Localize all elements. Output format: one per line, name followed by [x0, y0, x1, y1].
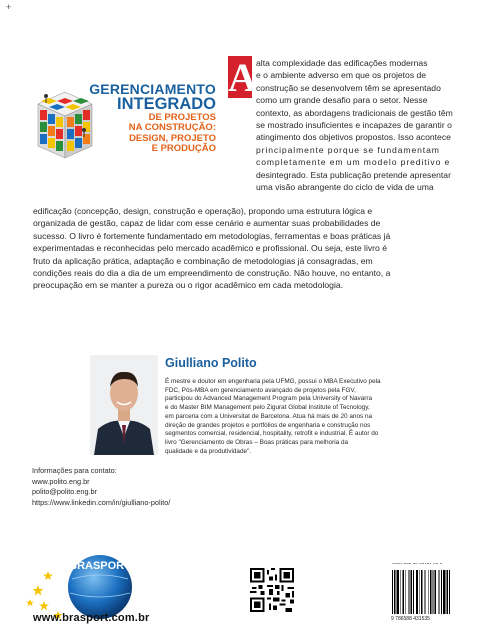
- contact-heading: Informações para contato:: [32, 466, 117, 475]
- synopsis-line: desintegrado. Esta publicação pretende apresentar: [256, 169, 451, 180]
- bio-line: FDC, Pós-MBA em gerenciamento avançado de projetos pela FGV,: [165, 386, 356, 394]
- subtitle-line: DE PROJETOS: [148, 111, 216, 123]
- synopsis-full-width: [33, 205, 461, 292]
- linkedin-link[interactable]: https://www.linkedin.com/in/giulliano-polito/: [32, 497, 171, 507]
- subtitle-line: E PRODUÇÃO: [151, 143, 216, 155]
- synopsis-line: como um grande desafio para o setor. Nesse: [256, 95, 428, 106]
- bio-line: livro "Gerenciamento de Obras – Boas práticas para melhoria da: [165, 438, 349, 446]
- synopsis-line: sucesso. O livro é fortemente fundamentado em metodologias, ferramentas e boas práticas já: [33, 230, 391, 241]
- author-bio: [165, 378, 455, 456]
- subtitle-line: NA CONSTRUÇÃO:: [128, 122, 216, 134]
- isbn-barcode: [388, 564, 460, 622]
- synopsis-line: edificação (concepção, design, construção e operação), propondo uma estrutura lógica e: [33, 206, 373, 216]
- bio-line: direção de grandes projetos e portfólios de engenharia e construção nos: [165, 421, 371, 429]
- author-photo: [90, 355, 158, 455]
- bio-line: segmentos comercial, residencial, hospitality, retrofit e industrial. É autor do: [165, 430, 379, 438]
- synopsis-line: preocupação em se manter a pureza ou o rigor acadêmico em cada metodologia.: [33, 280, 344, 291]
- synopsis-line: alta complexidade das edificações modernas: [256, 58, 428, 68]
- synopsis-line: fruto da aplicação prática, adaptação e combinação de metodologias já consagradas, em: [33, 255, 373, 266]
- title-line: GERENCIAMENTO: [89, 81, 216, 97]
- synopsis-right-column: [256, 57, 461, 193]
- synopsis-line: se mostrado insuficientes e incapazes de garantir o: [256, 120, 452, 131]
- qr-code-icon: [250, 568, 294, 612]
- subtitle-line: DESIGN, PROJETO: [129, 132, 216, 144]
- synopsis-line: experimentadas e reconhecidas pelo mercado acadêmico e profissional. Ou seja, este livro é: [33, 243, 387, 254]
- synopsis-line: contexto, as abordagens tradicionais de gestão têm: [256, 107, 453, 118]
- book-title: [88, 82, 216, 155]
- isbn-digits: 9 786588 431535: [391, 616, 430, 622]
- synopsis-line: uma visão abrangente do ciclo de vida de uma: [256, 182, 434, 193]
- synopsis-line: organizada de gestão, capaz de lidar com esse cenário e aumentar suas probabilidades de: [33, 218, 381, 229]
- email-link[interactable]: polito@polito.eng.br: [32, 487, 98, 497]
- bio-line: participou do Advanced Management Program pela University of Navarra: [165, 395, 373, 403]
- bio-line: em parceria com a Universitat de Barcelona. Atua há mais de 20 anos na: [165, 412, 373, 420]
- bio-line: qualidade e da produtividade".: [165, 447, 252, 455]
- publisher-url[interactable]: www.brasport.com.br: [33, 612, 150, 624]
- author-name: Giulliano Polito: [165, 356, 257, 370]
- title-line: INTEGRADO: [117, 95, 216, 113]
- synopsis-line: e o ambiente adverso em que os projetos de: [256, 70, 427, 81]
- website-link[interactable]: www.polito.eng.br: [32, 476, 90, 486]
- bio-line: É mestre e doutor em engenharia pela UFMG, possui o MBA Executivo pela: [165, 378, 381, 385]
- contact-info: [32, 466, 170, 508]
- drop-cap: A: [228, 55, 257, 100]
- synopsis-line: condições reais do dia a dia de um empreendimento de construção. Não houve, no entanto, a: [33, 268, 391, 279]
- bio-line: e do Master BIM Management pelo Zigurat Global Institute of Tecnology,: [165, 404, 370, 412]
- synopsis-line: atingimento dos objetivos propostos. Isso acontece: [256, 132, 451, 143]
- rubiks-cube-illustration: [36, 90, 94, 162]
- crop-mark: +: [6, 2, 12, 12]
- synopsis-line: completamente em um modelo preditivo e: [256, 157, 451, 168]
- synopsis-line: construção se desenvolvem têm se apresentado: [256, 82, 441, 93]
- synopsis-line: principalmente porque se fundamentam: [256, 144, 440, 155]
- publisher-name: BRASPORT: [69, 560, 131, 572]
